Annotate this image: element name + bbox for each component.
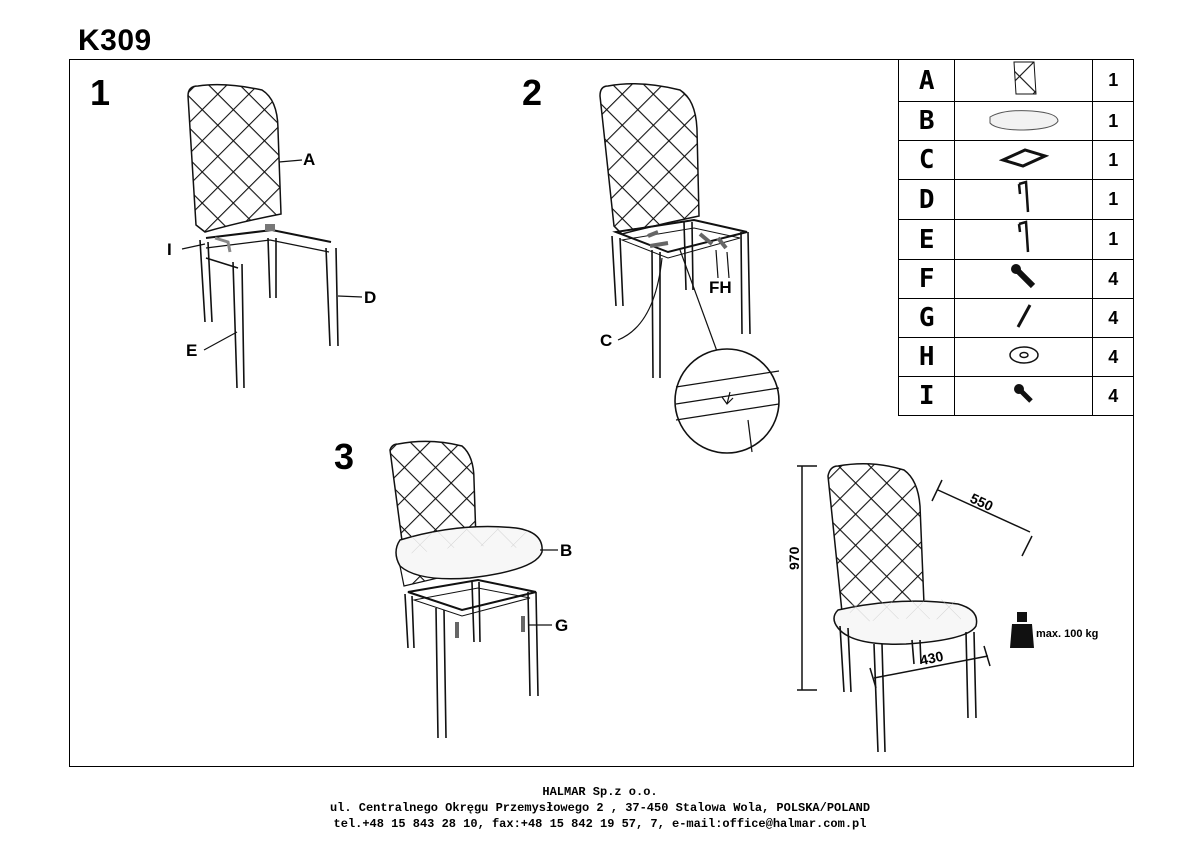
footer-company: HALMAR Sp.z o.o. bbox=[542, 785, 658, 799]
part-letter: E bbox=[899, 220, 955, 260]
parts-row bbox=[899, 260, 1134, 299]
callout-b: B bbox=[560, 541, 573, 560]
front-leg-icon bbox=[1014, 220, 1034, 254]
parts-row bbox=[899, 338, 1134, 377]
callout-e: E bbox=[186, 341, 198, 360]
part-quantity: 4 bbox=[1093, 377, 1134, 416]
screw-icon bbox=[1012, 301, 1036, 331]
parts-list-table bbox=[898, 59, 1134, 416]
part-letter: B bbox=[899, 102, 955, 141]
footer-address: ul. Centralnego Okręgu Przemysłowego 2 , 37-450 Stalowa Wola, POLSKA/POLAND bbox=[329, 801, 871, 815]
parts-row bbox=[899, 377, 1134, 416]
washer-icon bbox=[1006, 343, 1042, 367]
dimension-depth: 550 bbox=[967, 489, 996, 515]
part-quantity: 1 bbox=[1093, 220, 1134, 260]
callout-c: C bbox=[600, 331, 613, 350]
callout-a: A bbox=[303, 150, 316, 169]
part-letter: I bbox=[899, 377, 955, 416]
parts-row bbox=[899, 299, 1134, 338]
dimension-width: 430 bbox=[918, 647, 945, 669]
seat-frame-icon bbox=[999, 146, 1049, 170]
bolt-icon bbox=[1009, 262, 1039, 292]
parts-row bbox=[899, 220, 1134, 260]
step-number-1: 1 bbox=[90, 72, 111, 113]
model-title: K309 bbox=[78, 24, 152, 57]
part-quantity: 1 bbox=[1093, 141, 1134, 180]
part-letter: A bbox=[899, 60, 955, 102]
dimension-height: 970 bbox=[786, 546, 802, 570]
rear-leg-icon bbox=[1014, 180, 1034, 214]
part-quantity: 4 bbox=[1093, 299, 1134, 338]
part-letter: H bbox=[899, 338, 955, 377]
parts-row bbox=[899, 102, 1134, 141]
backrest-icon bbox=[1004, 60, 1044, 96]
max-load-label: max. 100 kg bbox=[1036, 628, 1099, 640]
step-number-2: 2 bbox=[522, 72, 543, 113]
parts-row bbox=[899, 60, 1134, 102]
callout-d: D bbox=[364, 288, 377, 307]
part-letter: C bbox=[899, 141, 955, 180]
callout-g: G bbox=[555, 616, 569, 635]
part-quantity: 1 bbox=[1093, 60, 1134, 102]
seat-cushion-icon bbox=[984, 105, 1064, 133]
part-quantity: 4 bbox=[1093, 260, 1134, 299]
part-quantity: 1 bbox=[1093, 180, 1134, 220]
footer-contact: tel.+48 15 843 28 10, fax:+48 15 842 19 57, 7, e-mail:office@halmar.com.pl bbox=[333, 817, 867, 831]
weight-icon-handle bbox=[1017, 612, 1027, 622]
part-letter: D bbox=[899, 180, 955, 220]
part-letter: F bbox=[899, 260, 955, 299]
callout-i: I bbox=[167, 240, 172, 259]
callout-fh: FH bbox=[709, 278, 732, 297]
part-quantity: 1 bbox=[1093, 102, 1134, 141]
allen-bolt-icon bbox=[1011, 381, 1037, 407]
parts-row bbox=[899, 180, 1134, 220]
part-quantity: 4 bbox=[1093, 338, 1134, 377]
weight-icon bbox=[1010, 624, 1034, 648]
parts-row bbox=[899, 141, 1134, 180]
step-number-3: 3 bbox=[334, 436, 355, 477]
part-letter: G bbox=[899, 299, 955, 338]
